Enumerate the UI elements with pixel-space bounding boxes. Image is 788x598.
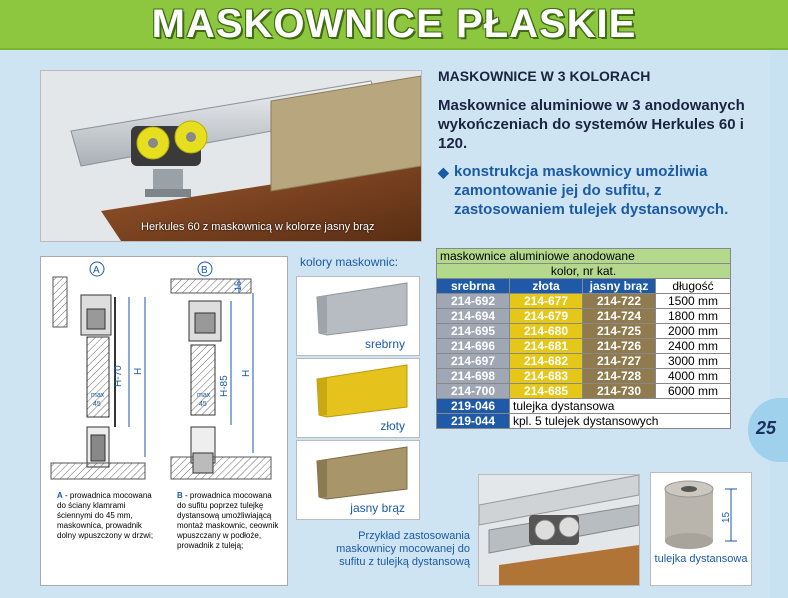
product-photo-illustration bbox=[41, 71, 421, 241]
cell-gold: 214-679 bbox=[510, 309, 583, 324]
page-title: MASKOWNICE PŁASKIE bbox=[151, 2, 637, 46]
product-photo bbox=[40, 70, 422, 242]
col-header-silver: srebrna bbox=[437, 279, 510, 294]
cell-bronze: 214-727 bbox=[583, 354, 656, 369]
spacer-sleeve-icon bbox=[651, 473, 751, 553]
product-description: Maskownice aluminiowe w 3 anodowanych wykończeniach do systemów Herkules 60 i 120. bbox=[438, 97, 745, 152]
cell-gold: 214-685 bbox=[510, 384, 583, 399]
gold-profile-icon bbox=[297, 359, 419, 419]
dim-max-a: max bbox=[91, 392, 105, 399]
note-a-letter: A bbox=[57, 491, 63, 500]
spacer-sleeve bbox=[650, 472, 752, 586]
example-caption: Przykład zastosowania maskownicy mocowanej do sufitu z tulejką dystansową bbox=[336, 530, 470, 568]
table-row bbox=[437, 369, 731, 384]
spec-table bbox=[436, 248, 731, 429]
col-header-length: długość bbox=[656, 279, 731, 294]
swatch-label: srebrny bbox=[364, 337, 405, 351]
dim-max-b: max bbox=[197, 392, 211, 399]
table-row bbox=[437, 354, 731, 369]
dim-h85: H-85 bbox=[219, 375, 230, 397]
example-photo bbox=[478, 474, 640, 586]
technical-drawing-illustration bbox=[41, 257, 287, 487]
cell-length: 2400 mm bbox=[656, 339, 731, 354]
cell-bronze: 214-726 bbox=[583, 339, 656, 354]
dim-h-b: H bbox=[241, 369, 252, 377]
note-b-letter: B bbox=[177, 491, 183, 500]
feature-bullet-text: konstrukcja maskownicy umożliwia zamontowanie jej do sufitu, z zastosowaniem tulejek dystansowych. bbox=[454, 163, 729, 218]
cell-silver: 214-695 bbox=[437, 324, 510, 339]
cell-silver: 214-700 bbox=[437, 384, 510, 399]
header-banner bbox=[0, 0, 788, 50]
page-number: 25 bbox=[756, 418, 777, 438]
cell-bronze: 214-730 bbox=[583, 384, 656, 399]
col-header-bronze: jasny brąz bbox=[583, 279, 656, 294]
cell-bronze: 214-722 bbox=[583, 294, 656, 309]
cell-bronze: 214-728 bbox=[583, 369, 656, 384]
example-photo-illustration bbox=[479, 475, 639, 585]
spacer-sleeve-label: tulejka dystansowa bbox=[654, 553, 748, 565]
technical-drawing bbox=[40, 256, 288, 586]
diamond-bullet-icon: ◆ bbox=[438, 164, 449, 180]
dim-h70: H-70 bbox=[113, 365, 124, 387]
cell-gold: 214-683 bbox=[510, 369, 583, 384]
swatch-silver bbox=[296, 276, 420, 356]
swatch-gold bbox=[296, 358, 420, 438]
swatch-label: jasny brąz bbox=[350, 501, 405, 515]
cell-length: 4000 mm bbox=[656, 369, 731, 384]
cell-code: 219-046 bbox=[437, 399, 510, 414]
silver-profile-icon bbox=[297, 277, 419, 337]
table-row bbox=[437, 339, 731, 354]
sleeve-dim: 15 bbox=[721, 511, 732, 523]
cell-gold: 214-677 bbox=[510, 294, 583, 309]
colors-label: kolory maskownic: bbox=[300, 255, 399, 269]
cell-note: kpl. 5 tulejek dystansowych bbox=[510, 414, 731, 429]
label-a: A bbox=[93, 265, 100, 276]
swatch-bronze bbox=[296, 440, 420, 520]
cell-silver: 214-694 bbox=[437, 309, 510, 324]
cell-code: 219-044 bbox=[437, 414, 510, 429]
table-row bbox=[437, 324, 731, 339]
cell-silver: 214-698 bbox=[437, 369, 510, 384]
cell-gold: 214-680 bbox=[510, 324, 583, 339]
photo-caption: Herkules 60 z maskownicą w kolorze jasny brąz bbox=[141, 221, 375, 233]
table-row bbox=[437, 399, 731, 414]
dim-45-b: 45 bbox=[199, 401, 207, 408]
cell-length: 3000 mm bbox=[656, 354, 731, 369]
cell-bronze: 214-725 bbox=[583, 324, 656, 339]
bronze-profile-icon bbox=[297, 441, 419, 501]
section-title: MASKOWNICE W 3 KOLORACH bbox=[438, 68, 651, 84]
table-row bbox=[437, 294, 731, 309]
cell-note: tulejka dystansowa bbox=[510, 399, 731, 414]
table-row bbox=[437, 414, 731, 429]
col-header-gold: złota bbox=[510, 279, 583, 294]
note-a-text: - prowadnica mocowana do ściany klamrami ściennymi do 45 mm, maskownica, prowadnik dolny wpuszczony w drzwi; bbox=[57, 491, 154, 540]
cell-length: 6000 mm bbox=[656, 384, 731, 399]
table-subtitle: kolor, nr kat. bbox=[437, 264, 731, 279]
drawing-note-a bbox=[57, 491, 157, 541]
dim-45-a: 45 bbox=[93, 401, 101, 408]
cell-silver: 214-696 bbox=[437, 339, 510, 354]
drawing-note-b bbox=[177, 491, 281, 551]
swatch-label: złoty bbox=[380, 419, 405, 433]
cell-silver: 214-697 bbox=[437, 354, 510, 369]
cell-length: 1500 mm bbox=[656, 294, 731, 309]
cell-length: 1800 mm bbox=[656, 309, 731, 324]
label-b: B bbox=[201, 265, 208, 276]
table-title: maskownice aluminiowe anodowane bbox=[437, 249, 731, 264]
cell-silver: 214-692 bbox=[437, 294, 510, 309]
note-b-text: - prowadnica mocowana do sufitu poprzez tulejkę dystansową umożliwiającą montaż maskownic, ceownik wpuszczany w podłoże, prowadnik z tuleją; bbox=[177, 491, 279, 550]
cell-gold: 214-682 bbox=[510, 354, 583, 369]
dim-15: 15 bbox=[233, 280, 243, 291]
cell-length: 2000 mm bbox=[656, 324, 731, 339]
cell-bronze: 214-724 bbox=[583, 309, 656, 324]
cell-gold: 214-681 bbox=[510, 339, 583, 354]
table-row bbox=[437, 309, 731, 324]
dim-h-a: H bbox=[133, 367, 144, 375]
table-row bbox=[437, 384, 731, 399]
